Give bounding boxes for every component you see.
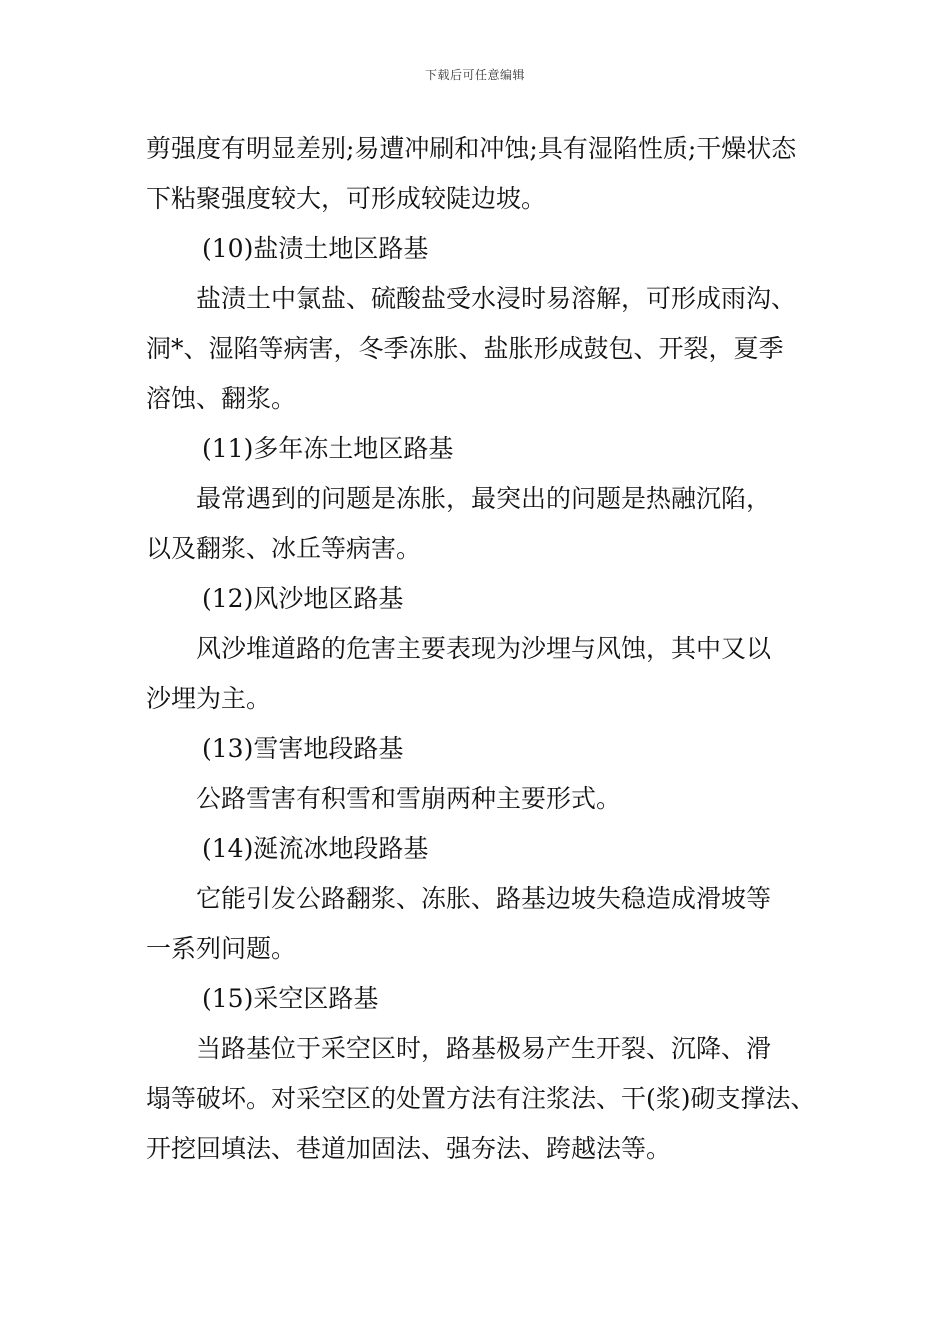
paragraph-line: 最常遇到的问题是冻胀，最突出的问题是热融沉陷，: [196, 484, 772, 513]
paragraph-line: 溶蚀、翻浆。: [146, 384, 297, 413]
section-heading: (11)多年冻土地区路基: [202, 434, 454, 463]
page-header: 下载后可任意编辑: [424, 68, 525, 82]
section-heading: (12)风沙地区路基: [202, 584, 404, 613]
paragraph-line: 风沙堆道路的危害主要表现为沙埋与风蚀，其中又以: [196, 634, 772, 663]
document-body: [146, 124, 836, 1174]
paragraph-line: 开挖回填法、巷道加固法、强夯法、跨越法等。: [146, 1134, 672, 1163]
paragraph-line: 剪强度有明显差别;易遭冲刷和冲蚀;具有湿陷性质;干燥状态: [146, 134, 797, 163]
paragraph-line: 一系列问题。: [146, 934, 297, 963]
section-heading: (13)雪害地段路基: [202, 734, 404, 763]
paragraph-line: 公路雪害有积雪和雪崩两种主要形式。: [196, 784, 622, 813]
paragraph-line: 它能引发公路翻浆、冻胀、路基边坡失稳造成滑坡等: [196, 884, 772, 913]
section-heading: (14)涎流冰地段路基: [202, 834, 429, 863]
paragraph-line: 沙埋为主。: [146, 684, 272, 713]
paragraph-line: 以及翻浆、冰丘等病害。: [146, 534, 422, 563]
paragraph-line: 洞*、湿陷等病害，冬季冻胀、盐胀形成鼓包、开裂，夏季: [146, 334, 784, 363]
section-heading: (15)采空区路基: [202, 984, 379, 1013]
paragraph-line: 下粘聚强度较大，可形成较陡边坡。: [146, 184, 547, 213]
paragraph-line: 塌等破坏。对采空区的处置方法有注浆法、干(浆)砌支撑法、: [146, 1084, 816, 1113]
paragraph-line: 盐渍土中氯盐、硫酸盐受水浸时易溶解，可形成雨沟、: [196, 284, 797, 313]
paragraph-line: 当路基位于采空区时，路基极易产生开裂、沉降、滑: [196, 1034, 772, 1063]
section-heading: (10)盐渍土地区路基: [202, 234, 429, 263]
